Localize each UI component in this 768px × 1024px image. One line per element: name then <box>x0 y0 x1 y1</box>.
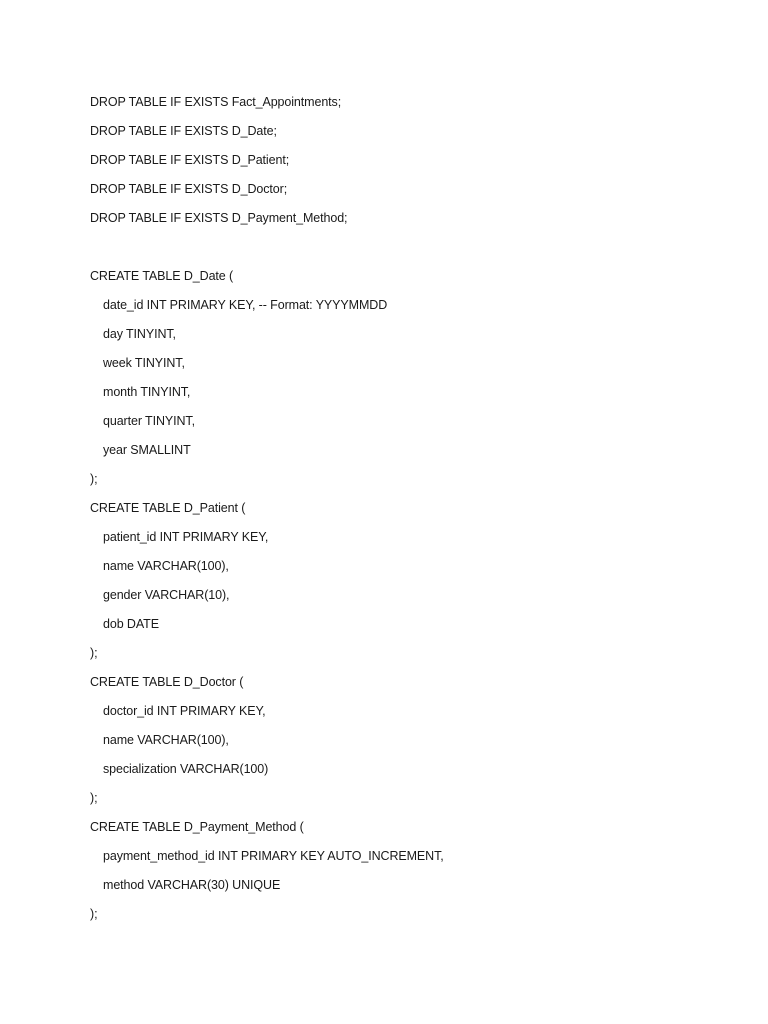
sql-line: CREATE TABLE D_Doctor ( <box>90 675 244 689</box>
sql-line: CREATE TABLE D_Patient ( <box>90 501 246 515</box>
sql-line: name VARCHAR(100), <box>103 559 229 573</box>
sql-line: specialization VARCHAR(100) <box>103 762 269 776</box>
sql-line: year SMALLINT <box>103 443 191 457</box>
sql-line: day TINYINT, <box>103 327 176 341</box>
sql-line: DROP TABLE IF EXISTS D_Date; <box>90 124 277 138</box>
sql-line: gender VARCHAR(10), <box>103 588 230 602</box>
sql-line: DROP TABLE IF EXISTS Fact_Appointments; <box>90 95 342 109</box>
sql-line: patient_id INT PRIMARY KEY, <box>103 530 269 544</box>
sql-line: CREATE TABLE D_Payment_Method ( <box>90 820 304 834</box>
sql-line: month TINYINT, <box>103 385 191 399</box>
sql-line: doctor_id INT PRIMARY KEY, <box>103 704 266 718</box>
sql-line: week TINYINT, <box>103 356 185 370</box>
sql-line: name VARCHAR(100), <box>103 733 229 747</box>
sql-line: ); <box>90 472 98 486</box>
sql-line: date_id INT PRIMARY KEY, -- Format: YYYYMMDD <box>103 298 388 312</box>
sql-line: payment_method_id INT PRIMARY KEY AUTO_INCREMENT, <box>103 849 444 863</box>
sql-line: CREATE TABLE D_Date ( <box>90 269 234 283</box>
sql-line: method VARCHAR(30) UNIQUE <box>103 878 281 892</box>
sql-line: ); <box>90 791 98 805</box>
sql-line: ); <box>90 907 98 921</box>
sql-line: DROP TABLE IF EXISTS D_Doctor; <box>90 182 288 196</box>
sql-line: quarter TINYINT, <box>103 414 195 428</box>
sql-line: DROP TABLE IF EXISTS D_Payment_Method; <box>90 211 348 225</box>
sql-line: DROP TABLE IF EXISTS D_Patient; <box>90 153 290 167</box>
sql-line: dob DATE <box>103 617 159 631</box>
sql-line: ); <box>90 646 98 660</box>
